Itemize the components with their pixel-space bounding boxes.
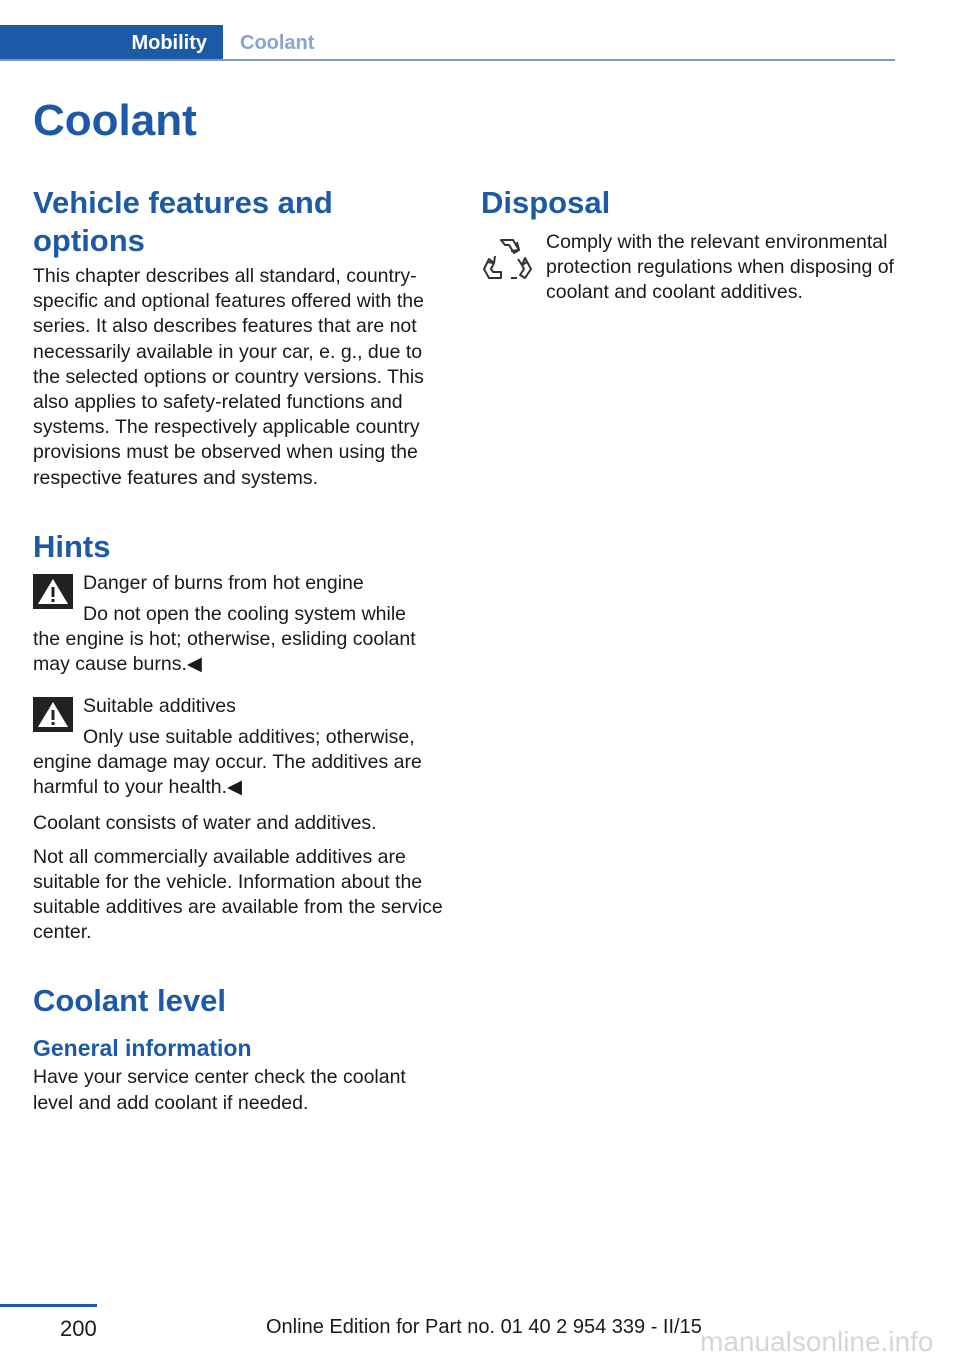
- edition-note: Online Edition for Part no. 01 40 2 954 339 - II/15: [266, 1316, 702, 1338]
- features-heading: Vehicle features and options: [33, 185, 333, 258]
- disposal-text: Comply with the relevant environmental protection regulations when disposing of coolant and coolant additives.: [546, 231, 894, 304]
- header-tabbar: [0, 25, 895, 61]
- additives-info-text: Not all commercially available additives are suitable for the vehicle. Information about the suitable additives are available from the service center.: [33, 845, 443, 944]
- warning-body-first: Do not open the cooling system while: [83, 603, 407, 626]
- disposal-note: [481, 230, 897, 306]
- warning-burns: [33, 571, 449, 678]
- warning-triangle-icon: [33, 574, 73, 609]
- warning-body-first: Only use suitable additives; otherwise,: [83, 725, 415, 748]
- coolant-level-text: Have your service center check the coolant level and add coolant if needed.: [33, 1066, 406, 1114]
- right-column: [481, 184, 897, 306]
- recycle-icon: [481, 232, 533, 284]
- coolant-level-heading: Coolant level: [33, 983, 226, 1019]
- coolant-composition-text: Coolant consists of water and additives.: [33, 812, 377, 835]
- left-column: [33, 184, 449, 1116]
- tab-coolant[interactable]: Coolant: [240, 31, 315, 54]
- page-title: Coolant: [33, 96, 197, 145]
- header-rule: [0, 59, 895, 61]
- warning-body-rest: engine damage may occur. The additives are harmful to your health.◀: [33, 751, 422, 799]
- watermark: manualsonline.info: [700, 1326, 934, 1357]
- hints-heading: Hints: [33, 528, 111, 564]
- warning-title: Suitable additives: [83, 694, 236, 717]
- general-information-subheading: General information: [33, 1035, 252, 1062]
- warning-title: Danger of burns from hot engine: [83, 571, 364, 594]
- tab-mobility[interactable]: Mobility: [0, 25, 223, 61]
- footer-rule: [0, 1304, 97, 1307]
- warning-body-rest: the engine is hot; otherwise, esliding coolant may cause burns.◀: [33, 628, 416, 676]
- disposal-heading: Disposal: [481, 185, 611, 220]
- features-text: This chapter describes all standard, country-specific and optional features offered with the series. It also describes features that are not necessarily available in your car, e. g., due to the selected options or country versions. This also applies to safety-related functions and systems. The respectively applicable country provisions must be observed when using the respective features and systems.: [33, 265, 424, 489]
- warning-additives: [33, 694, 449, 801]
- warning-triangle-icon: [33, 697, 73, 732]
- page-number: 200: [60, 1316, 97, 1341]
